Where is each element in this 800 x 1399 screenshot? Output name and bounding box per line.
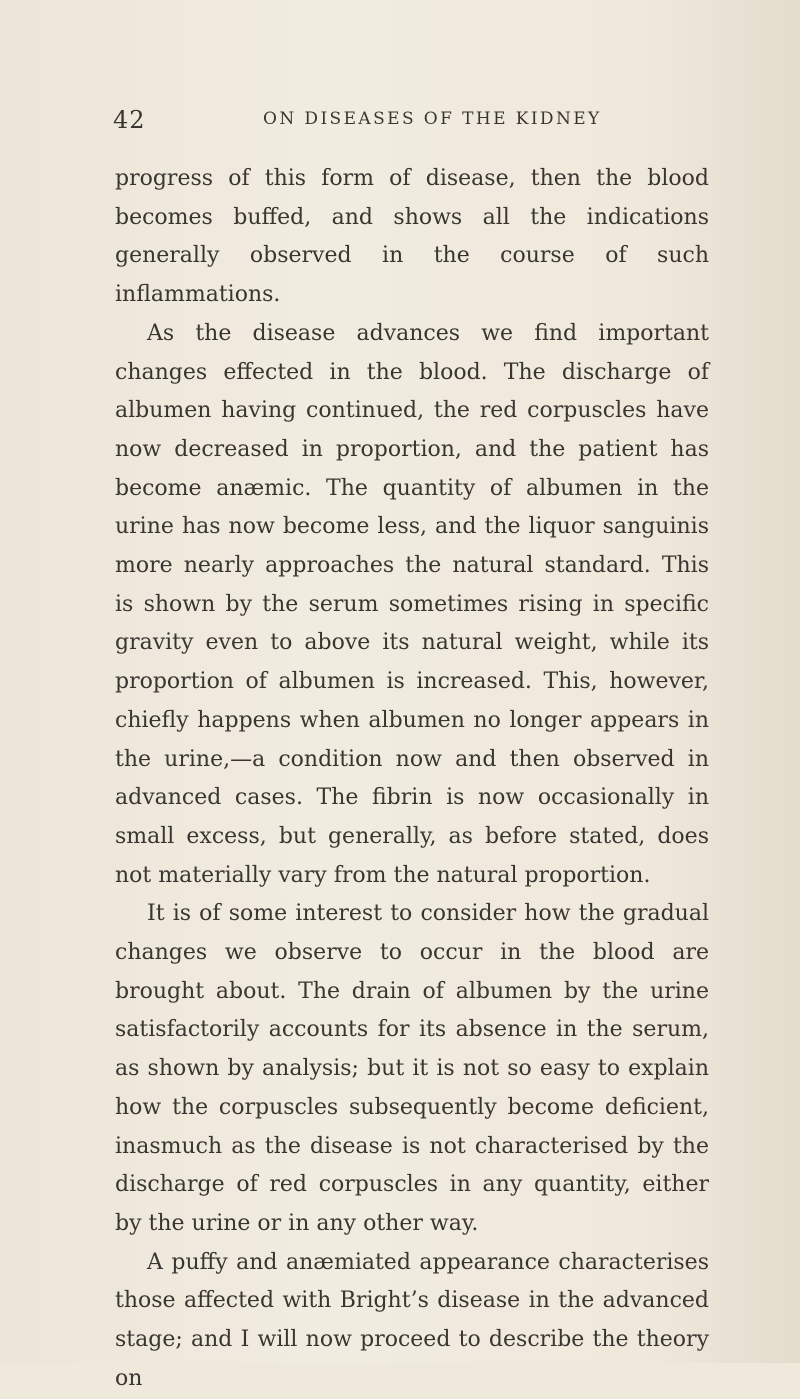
running-title: ON DISEASES OF THE KIDNEY (263, 109, 602, 129)
page-number: 42 (113, 106, 146, 134)
body-text (115, 160, 709, 1399)
running-head (113, 106, 713, 136)
paragraph-continuation: progress of this form of disease, then the blood becomes buffed, and shows all the indications generally observed in the course of such inflammations. (115, 166, 709, 308)
paragraph-disease-advances: As the disease advances we find important changes effected in the blood. The discharge of albumen having continued, the red corpuscles have now decreased in proportion, and the patient has become anæmic. The quantity of albumen in the urine has now become less, and the liquor sanguinis more nearly approaches the natural standard. This is shown by the serum sometimes rising in specific gravity even to above its natural weight, while its proportion of albumen is increased. This, however, chiefly happens when albumen no longer appears in the urine,—a condition now and then observed in advanced cases. The fibrin is now occasionally in small excess, but generally, as before stated, does not materially vary from the natural proportion. (115, 320, 709, 888)
paragraph-puffy-appearance: A puffy and anæmiated appearance characterises those affected with Bright’s disease in the advanced stage; and I will now proceed to describe the theory on (115, 1249, 709, 1391)
paragraph-gradual-changes: It is of some interest to consider how the gradual changes we observe to occur in the blood are brought about. The drain of albumen by the urine satisfactorily accounts for its absence in the serum, as shown by analysis; but it is not so easy to explain how the corpuscles subsequently become deficient, inasmuch as the disease is not characterised by the discharge of red corpuscles in any quantity, either by the urine or in any other way. (115, 901, 709, 1236)
